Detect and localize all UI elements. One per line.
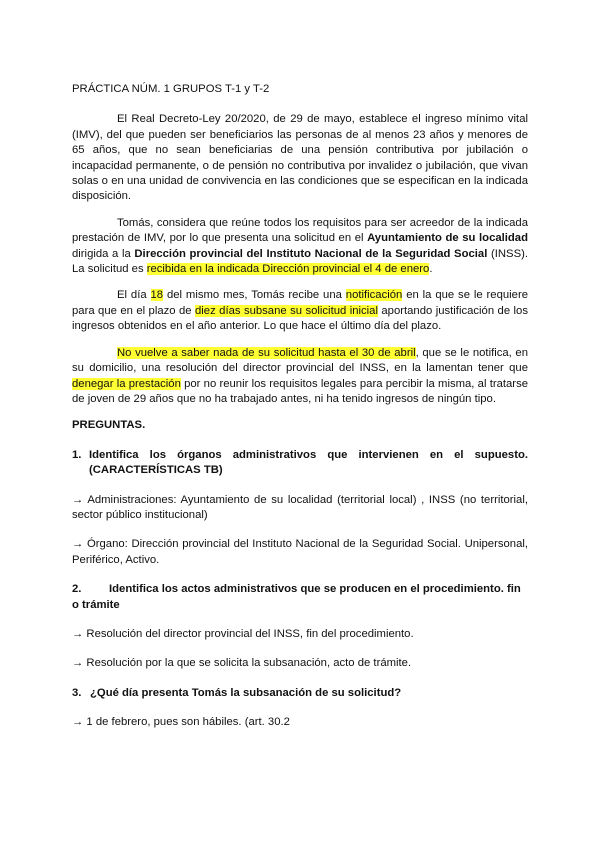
text: por no reunir los requisitos legales para percibir la misma, al tratarse de joven de 29 años que no ha trabajado antes, ni ha tenido ingresos de ningún tipo. <box>72 377 528 405</box>
text: aportando justificación de los ingresos obtenidos en el año anterior. Lo que hace el último día del plazo. <box>72 304 528 333</box>
paragraph-solicitud <box>72 216 528 278</box>
highlight-notificacion: notificación <box>345 289 403 302</box>
answer-3-a: → 1 de febrero, pues son hábiles. (art. 30.2 <box>72 716 290 729</box>
page-title: PRÁCTICA NÚM. 1 GRUPOS T-1 y T-2 <box>72 83 270 95</box>
question-number: 2. <box>72 583 82 596</box>
highlight-denegar: denegar la prestación <box>72 377 181 390</box>
answer-2-a: → Resolución del director provincial del INSS, fin del procedimiento. <box>72 627 414 640</box>
question-text: Identifica los órganos administrativos que intervienen en el supuesto. (CARACTERÍSTICAS TB) <box>89 448 528 477</box>
document-body <box>72 82 528 745</box>
text: del mismo mes, Tomás recibe una <box>163 289 346 302</box>
text: , que se le notifica, en su domicilio, una resolución del director provincial del INSS, en la lamentan tener que <box>72 346 528 375</box>
text: dirigida a la <box>72 247 135 260</box>
highlight-recibida: recibida en la indicada Dirección provincial el 4 de enero <box>146 263 430 276</box>
highlight-30-abril: No vuelve a saber nada de su solicitud hasta el 30 de abril <box>117 346 416 359</box>
question-1 <box>72 448 528 479</box>
text: Tomás, considera que reúne todos los requisitos para ser acreedor de la indicada prestación de IMV, por lo que presenta una solicitud en el <box>72 216 528 245</box>
answer-1-b: → Órgano: Dirección provincial del Instituto Nacional de la Seguridad Social. Unipersonal, Periférico, Activo. <box>72 538 528 566</box>
paragraph-decree: El Real Decreto-Ley 20/2020, de 29 de mayo, establece el ingreso mínimo vital (IMV), del que pueden ser beneficiarios las personas de al menos 23 años y menores de 65 años, que no sean beneficiarias de una pensión contributiva por jubilación o incapacidad permanente, o de pensión no contributiva por invalidez o jubilación, que vivan solas o en una unidad de convivencia en las condiciones que se especifican en la indicada disposición. <box>72 113 528 203</box>
answer-1-a: → Administraciones: Ayuntamiento de su localidad (territorial local) , INSS (no territorial, sector público institucional) <box>72 493 528 521</box>
bold-direccion-provincial: Dirección provincial del Instituto Nacional de la Seguridad Social <box>134 247 488 260</box>
text: El día <box>117 289 151 302</box>
question-2 <box>72 582 528 613</box>
text: en la que se le requiere para que en el plazo de <box>72 289 528 317</box>
highlight-day-18: 18 <box>150 289 164 302</box>
paragraph-resolucion <box>72 346 528 408</box>
question-text: ¿Qué día presenta Tomás la subsanación de su solicitud? <box>90 686 402 699</box>
text: (INSS). La solicitud es <box>72 247 529 276</box>
question-text: Identifica los actos administrativos que se producen en el procedimiento. fin o trámite <box>72 583 521 611</box>
text: . <box>429 263 433 276</box>
answer-2-b: → Resolución por la que se solicita la subsanación, acto de trámite. <box>72 657 412 670</box>
question-3 <box>72 686 528 701</box>
bold-ayuntamiento: Ayuntamiento de su localidad <box>367 232 528 245</box>
question-number: 1. <box>72 448 82 461</box>
highlight-diez-dias: diez días subsane su solicitud inicial <box>195 304 378 317</box>
preguntas-heading: PREGUNTAS. <box>72 419 146 432</box>
question-number: 3. <box>72 686 82 699</box>
paragraph-notificacion <box>72 288 528 334</box>
